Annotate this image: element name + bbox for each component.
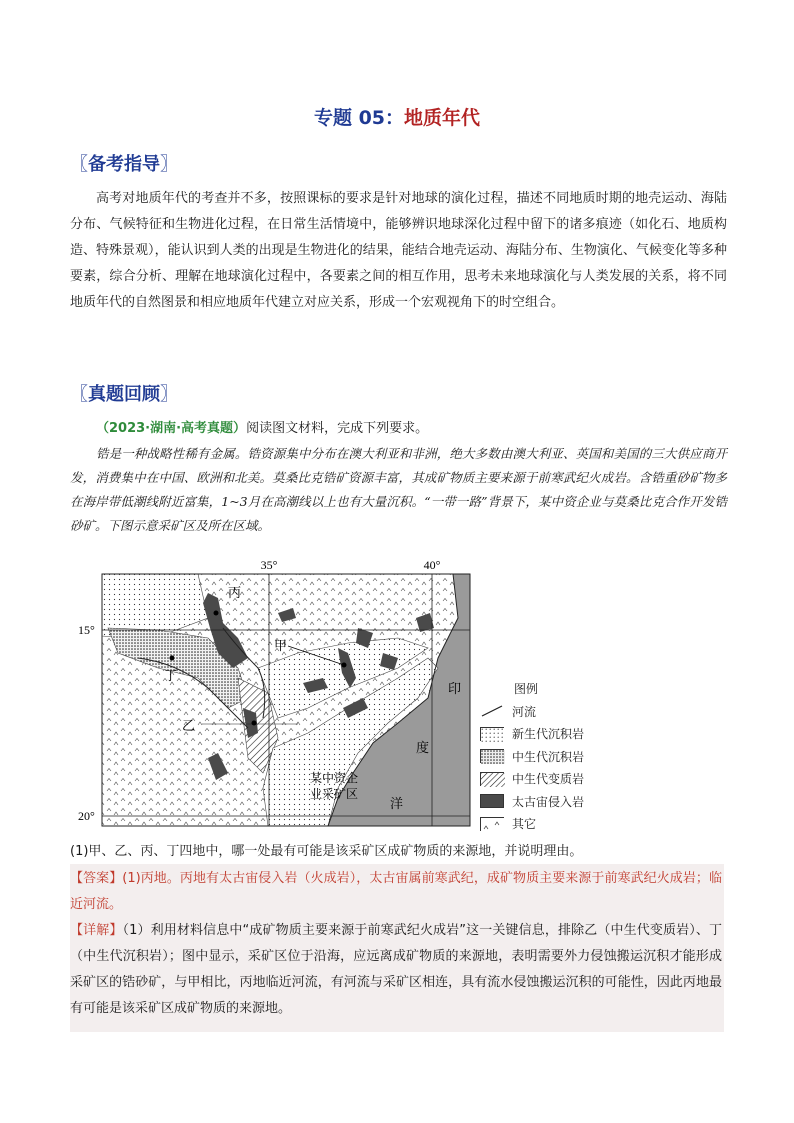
legend-mesozoic-sediment: 中生代沉积岩	[480, 745, 620, 768]
mesozoic-sediment-swatch-icon	[480, 749, 504, 763]
source-instruction: 阅读图文材料，完成下列要求。	[246, 421, 429, 436]
legend-archean: 太古宙侵入岩	[480, 790, 620, 813]
answer-label: 【答案】	[70, 871, 123, 886]
title-prefix: 专题 05：	[313, 107, 405, 129]
label-bing: 丙	[228, 586, 242, 601]
mine-label-2: 业采矿区	[310, 787, 359, 801]
legend-river: 河流	[480, 700, 620, 723]
legend-cenozoic-sediment: 新生代沉积岩	[480, 723, 620, 746]
ocean-label-1: 印	[448, 682, 462, 697]
map-legend	[480, 680, 620, 835]
region-map	[78, 558, 478, 828]
label-ding: 丁	[164, 669, 178, 684]
lon-35: 35°	[260, 558, 278, 572]
lat-15: 15°	[78, 623, 95, 637]
material-text: 锆是一种战略性稀有金属。锆资源集中分布在澳大利亚和非洲，绝大多数由澳大利亚、英国和美国的三大供应商开发，消费集中在中国、欧洲和北美。莫桑比克锆矿资源丰富，其成矿物质主要来源于前寒武纪火成岩。含锆重砂矿物多在海岸带低潮线附近富集，1~3月在高潮线以上也有大量沉积。“一带一路”背景下，某中资企业与莫桑比克合作开发锆砂矿。下图示意采矿区及所在区域。	[70, 446, 727, 533]
legend-title: 图例	[514, 682, 539, 696]
ocean-label-2: 度	[416, 741, 430, 756]
lon-40: 40°	[423, 558, 441, 572]
detail-paragraph	[70, 918, 722, 1022]
detail-text: （1）利用材料信息中“成矿物质主要来源于前寒武纪火成岩”这一关键信息，排除乙（中生代变质岩）、丁（中生代沉积岩）；图中显示，采矿区位于沿海，应远离成矿物质的来源地，表明需要外力侵蚀搬运沉积才能形成采矿区的锆砂矿，与甲相比，丙地临近河流，有河流与采矿区相连，具有流水侵蚀搬运沉积的可能性，因此丙地最有可能是该采矿区成矿物质的来源地。	[70, 923, 722, 1016]
legend-mesozoic-metamorphic: 中生代变质岩	[480, 768, 620, 791]
label-jia: 甲	[274, 639, 288, 654]
ocean-label-3: 洋	[390, 797, 404, 812]
guide-text: 高考对地质年代的考查并不多，按照课标的要求是针对地球的演化过程，描述不同地质时期的地壳运动、海陆分布、气候特征和生物进化过程，在日常生活情境中，能够辨识地球深化过程中留下的诸多痕迹（如化石、地质构造、特殊景观），能认识到人类的出现是生物进化的结果，能结合地壳运动、海陆分布、生物演化、气候变化等多种要素，综合分析、理解在地球演化过程中，各要素之间的相互作用，思考未来地球演化与人类发展的关系，将不同地质年代的自然图景和相应地质年代建立对应关系，形成一个宏观视角下的时空组合。	[70, 191, 727, 310]
mine-label-1: 某中资企	[310, 771, 359, 785]
detail-label: 【详解】	[70, 923, 123, 938]
answer-paragraph	[70, 866, 722, 918]
cenozoic-swatch-icon	[480, 727, 504, 741]
source-line	[96, 417, 428, 436]
title-name: 地质年代	[404, 107, 481, 129]
archean-swatch-icon	[480, 794, 504, 808]
question-1: (1)甲、乙、丙、丁四地中，哪一处最有可能是该采矿区成矿物质的来源地，并说明理由。	[70, 844, 583, 859]
other-swatch-icon	[480, 817, 504, 831]
river-symbol-icon	[480, 704, 504, 718]
guide-heading: 〖备考指导〗	[70, 154, 178, 175]
source-tag: （2023·湖南·高考真题）	[96, 421, 247, 436]
answer-text: (1)丙地。丙地有太古宙侵入岩（火成岩），太古宙属前寒武纪，成矿物质主要来源于前寒武纪火成岩；临近河流。	[70, 871, 722, 912]
page-title	[0, 103, 794, 130]
label-yi: 乙	[182, 719, 196, 734]
legend-other: 其它	[480, 813, 620, 836]
metamorphic-swatch-icon	[480, 772, 504, 786]
lat-20: 20°	[78, 809, 95, 823]
review-heading: 〖真题回顾〗	[70, 384, 178, 405]
